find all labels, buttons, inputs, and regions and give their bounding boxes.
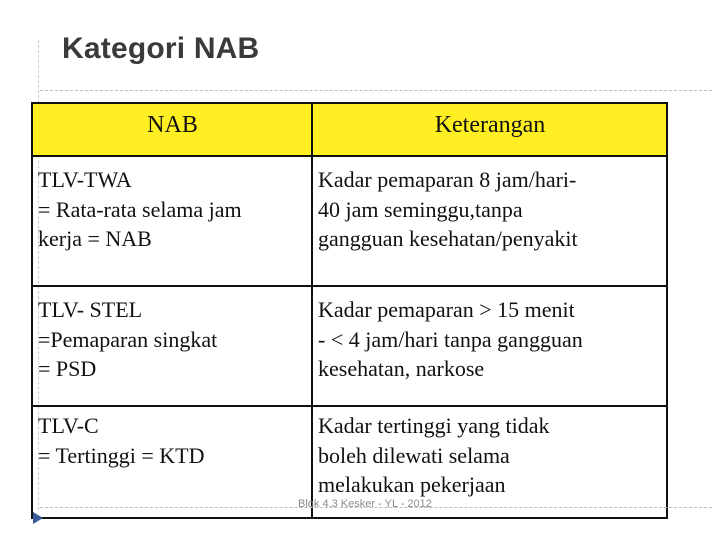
nab-cell bbox=[32, 286, 312, 406]
keterangan-cell bbox=[312, 286, 667, 406]
slide-footer: Blok 4.3 Kesker - YL - 2012 bbox=[298, 498, 432, 510]
table-row bbox=[32, 286, 667, 406]
header-keterangan: Keterangan bbox=[312, 103, 667, 156]
triangle-marker-icon bbox=[32, 511, 44, 525]
nab-text: = Tertinggi = KTD bbox=[38, 442, 205, 468]
keterangan-text: boleh dilewati selama bbox=[318, 442, 510, 468]
nab-text: kerja = NAB bbox=[38, 226, 152, 252]
keterangan-text: melakukan pekerjaan bbox=[318, 472, 506, 498]
table-header-row bbox=[32, 103, 667, 156]
nab-text: = Rata-rata selama jam bbox=[38, 196, 242, 222]
nab-text: TLV-TWA bbox=[38, 167, 132, 192]
nab-category-table bbox=[31, 102, 668, 519]
nab-text: =Pemaparan singkat bbox=[38, 326, 218, 352]
table-row bbox=[32, 156, 667, 286]
keterangan-text: 40 jam seminggu,tanpa bbox=[318, 196, 523, 222]
title-divider bbox=[40, 90, 712, 91]
nab-text: TLV- STEL bbox=[38, 297, 143, 322]
nab-text: = PSD bbox=[38, 356, 97, 382]
keterangan-text: Kadar tertinggi yang tidak bbox=[318, 413, 550, 438]
header-nab: NAB bbox=[32, 103, 312, 156]
keterangan-text: gangguan kesehatan/penyakit bbox=[318, 226, 578, 252]
nab-cell bbox=[32, 406, 312, 518]
keterangan-cell bbox=[312, 156, 667, 286]
keterangan-text: kesehatan, narkose bbox=[318, 356, 485, 382]
keterangan-text: Kadar pemaparan > 15 menit bbox=[318, 297, 575, 322]
nab-cell bbox=[32, 156, 312, 286]
slide-title: Kategori NAB bbox=[62, 32, 260, 65]
keterangan-text: - < 4 jam/hari tanpa gangguan bbox=[318, 326, 583, 352]
keterangan-text: Kadar pemaparan 8 jam/hari- bbox=[318, 167, 577, 192]
nab-text: TLV-C bbox=[38, 413, 99, 438]
bottom-divider bbox=[40, 507, 712, 508]
